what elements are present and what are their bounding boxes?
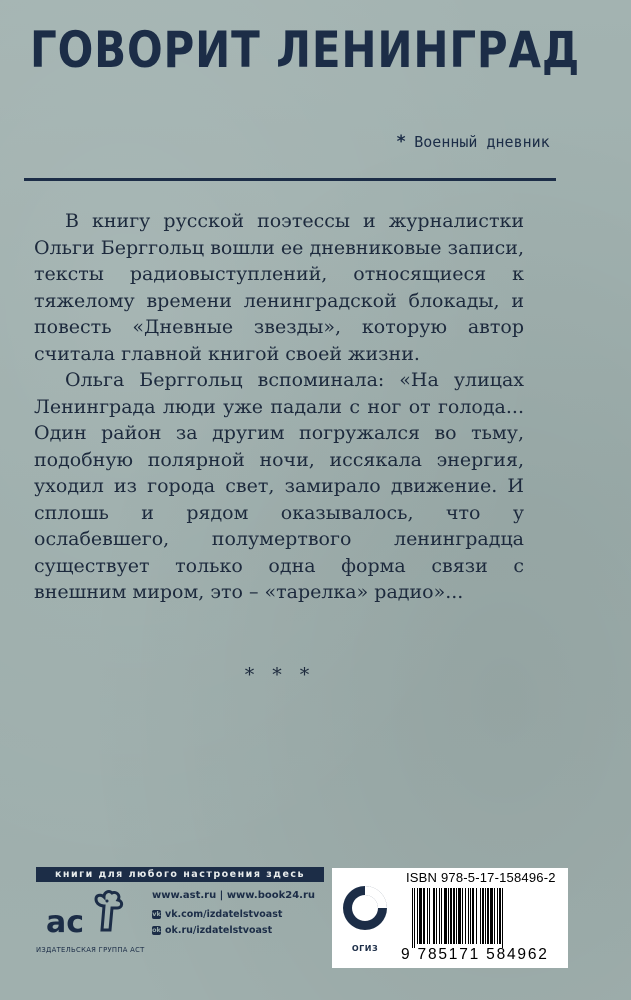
barcode-bar (485, 888, 486, 944)
ok-icon: ok (152, 926, 161, 934)
barcode-bar (450, 888, 452, 944)
social-link-ok (152, 925, 272, 936)
publisher-name: ИЗДАТЕЛЬСКАЯ ГРУППА АСТ (36, 946, 145, 954)
book-subtitle (396, 132, 550, 152)
barcode-bar (441, 888, 442, 944)
barcode-bar (429, 888, 430, 944)
barcode-bar (480, 888, 481, 944)
isbn-text: ISBN 978-5-17-158496-2 (406, 870, 556, 885)
blurb-paragraph-2: Ольга Берггольц вспоминала: «На улицах Ленинграда люди уже падали с ног от голода... Один район за другим погружался во тьму, подобную полярной ночи, иссякала энергия, уходил из города свет, замирало движение. И сплошь и рядом оказывалось, что у ослабевшего, полумертвого ленинградца существует только одна форма связи с внешним миром, это – «тарелка» радио»... (34, 369, 524, 603)
barcode-bar (465, 888, 466, 944)
barcode-bar (419, 888, 422, 944)
barcode-bar (494, 888, 495, 944)
social-link-text: vk.com/izdatelstvoast (165, 909, 283, 920)
isbn-barcode-block (398, 868, 568, 968)
barcode-bar (448, 888, 449, 944)
vk-icon: vk (152, 910, 161, 918)
barcode-bar (472, 888, 474, 944)
barcode-bar (499, 888, 501, 944)
barcode-bar (433, 888, 435, 944)
imprint-label: ОГИЗ (351, 944, 379, 953)
barcode-bar (462, 888, 463, 944)
svg-text:ас: ас (46, 905, 85, 940)
promo-banner: книги для любого настроения здесь (36, 867, 324, 882)
barcode-bar (456, 888, 457, 944)
blurb-paragraph-1: В книгу русской поэтессы и журналистки Ольги Берггольц вошли ее дневниковые записи, тексты радиовыступлений, относящиеся к тяжелому времени ленинградской блокады, и повесть «Дневные звезды», которую автор считала главной книгой своей жизни. (34, 210, 524, 365)
barcode-bar (436, 888, 437, 944)
barcode-bar (482, 888, 484, 944)
subtitle-text: Военный дневник (414, 133, 550, 151)
ogiz-imprint-logo (332, 868, 398, 968)
title-divider-line (24, 178, 556, 181)
social-link-text: ok.ru/izdatelstvoast (165, 925, 273, 936)
barcode-bar (417, 888, 418, 944)
barcode-bar (444, 888, 447, 944)
website-links: www.ast.ru | www.book24.ru (152, 890, 316, 901)
barcode-bar (414, 888, 415, 948)
barcode-bar (427, 888, 428, 944)
barcode-bar (468, 888, 469, 944)
barcode-bar (497, 888, 498, 944)
barcode-bar (476, 888, 477, 944)
barcode-bar (453, 888, 455, 944)
book-title: ГОВОРИТ ЛЕНИНГРАД (30, 21, 581, 79)
barcode-bar (439, 888, 440, 944)
barcode-bar (487, 888, 489, 944)
section-stars: * * * (244, 664, 316, 686)
asterisk-marker: * (396, 132, 407, 152)
barcode-bar (502, 888, 503, 948)
blurb-text (34, 208, 524, 606)
barcode-number: 9 785171 584962 (401, 946, 549, 963)
ast-logo (44, 888, 134, 942)
barcode-bar (470, 888, 471, 944)
barcode-bar (423, 888, 425, 944)
barcode-bar (490, 888, 493, 944)
social-link-vk (152, 909, 282, 920)
barcode-bar (412, 888, 413, 948)
barcode-bar (458, 888, 461, 944)
